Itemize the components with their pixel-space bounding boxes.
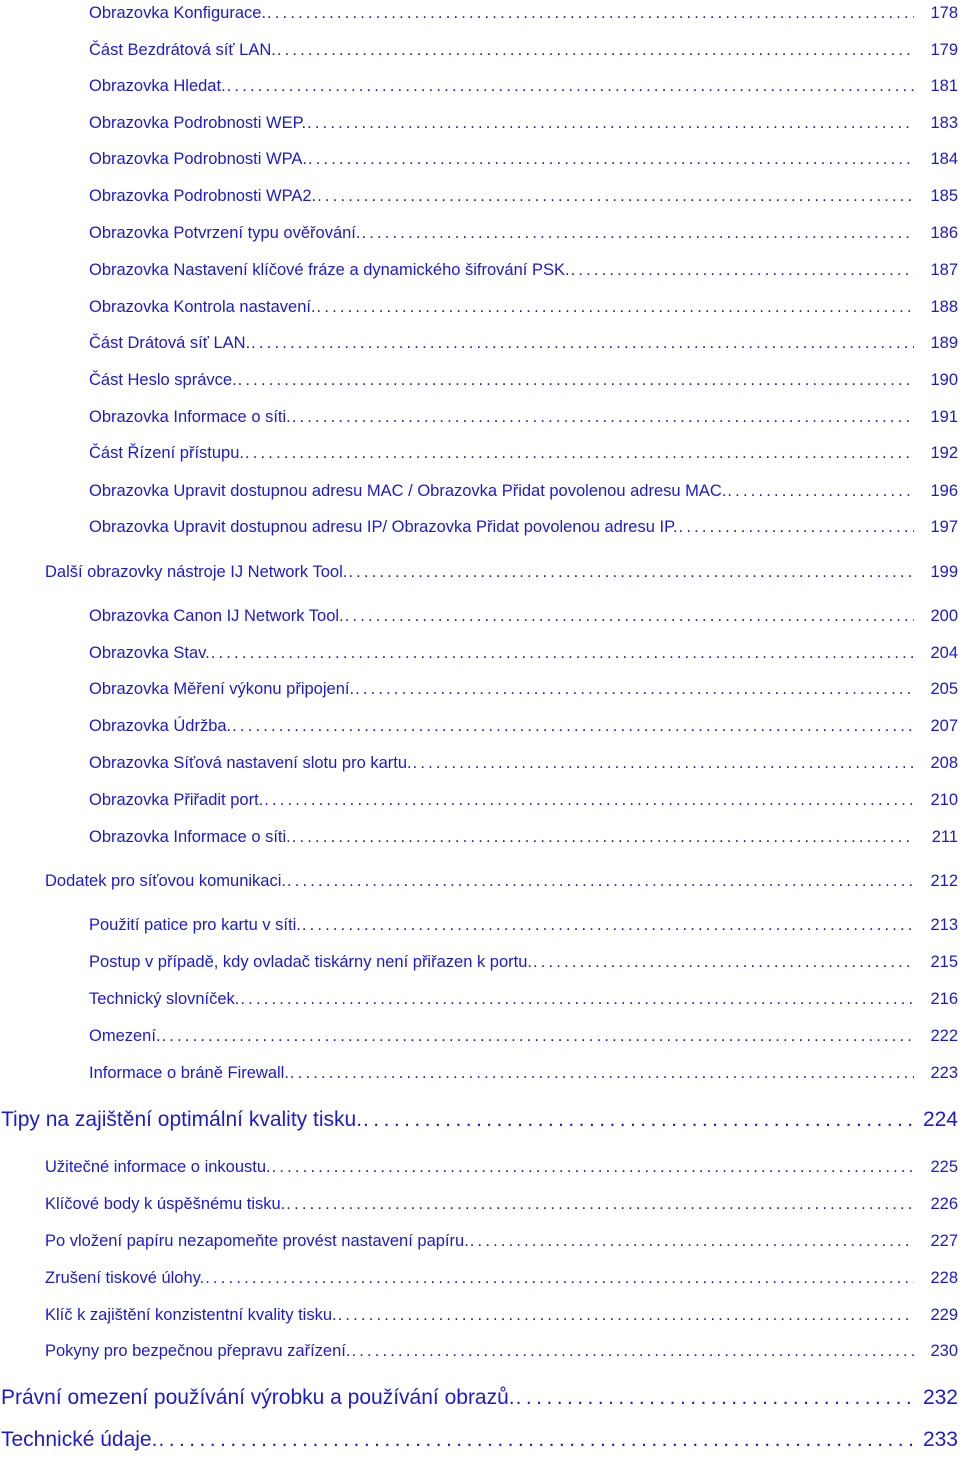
toc-dot-leader <box>267 4 914 23</box>
toc-entry-page-number: 192 <box>930 444 958 462</box>
toc-entry-title: Postup v případě, kdy ovladač tiskárny není přiřazen k portu. <box>89 953 532 971</box>
toc-entry-page-number: 213 <box>930 916 958 934</box>
toc-entry-title: Klíč k zajištění konzistentní kvality tisku. <box>45 1306 337 1324</box>
toc-dot-leader <box>158 1428 914 1452</box>
toc-entry-page-number: 222 <box>930 1027 958 1045</box>
toc-entry-page-number: 228 <box>930 1269 958 1287</box>
toc-entry[interactable] <box>89 1064 960 1083</box>
toc-dot-leader <box>227 77 914 96</box>
toc-dot-leader <box>292 828 914 847</box>
toc-entry-page-number: 232 <box>922 1386 958 1409</box>
toc-entry-page-number: 227 <box>930 1232 958 1250</box>
toc-entry-page-number: 183 <box>930 114 958 132</box>
toc-entry-title: Obrazovka Hledat. <box>89 77 226 95</box>
toc-entry[interactable] <box>1 1428 960 1452</box>
toc-entry-title: Obrazovka Podrobnosti WPA2. <box>89 187 317 205</box>
toc-entry[interactable] <box>89 261 960 280</box>
toc-entry-title: Obrazovka Kontrola nastavení. <box>89 298 316 316</box>
toc-entry-title: Obrazovka Potvrzení typu ověřování. <box>89 224 361 242</box>
toc-entry[interactable] <box>89 1027 960 1046</box>
toc-dot-leader <box>251 334 914 353</box>
toc-entry[interactable] <box>89 187 960 206</box>
toc-entry-page-number: 204 <box>930 644 958 662</box>
toc-dot-leader <box>264 791 914 810</box>
toc-dot-leader <box>470 1232 914 1251</box>
toc-entry[interactable] <box>89 114 960 133</box>
toc-entry-page-number: 205 <box>930 680 958 698</box>
toc-dot-leader <box>317 298 914 317</box>
toc-dot-leader <box>363 1108 914 1132</box>
toc-dot-leader <box>308 150 914 169</box>
toc-entry[interactable] <box>89 791 960 810</box>
toc-entry[interactable] <box>89 482 960 501</box>
toc-entry[interactable] <box>89 953 960 972</box>
toc-entry-page-number: 185 <box>930 187 958 205</box>
toc-entry-page-number: 208 <box>930 754 958 772</box>
toc-entry-title: Technické údaje. <box>1 1428 158 1451</box>
toc-entry-page-number: 233 <box>922 1428 958 1451</box>
toc-entry-page-number: 200 <box>930 607 958 625</box>
toc-entry[interactable] <box>45 1232 960 1251</box>
toc-entry-page-number: 189 <box>930 334 958 352</box>
toc-entry-title: Užitečné informace o inkoustu. <box>45 1158 271 1176</box>
toc-dot-leader <box>355 680 914 699</box>
toc-entry-page-number: 230 <box>930 1342 958 1360</box>
toc-entry-title: Technický slovníček. <box>89 990 240 1008</box>
toc-entry[interactable] <box>89 680 960 699</box>
toc-dot-leader <box>240 990 914 1009</box>
toc-dot-leader <box>292 408 914 427</box>
toc-dot-leader <box>286 1195 914 1214</box>
toc-entry[interactable] <box>45 1158 960 1177</box>
toc-entry-title: Použití patice pro kartu v síti. <box>89 916 301 934</box>
toc-dot-leader <box>290 1064 914 1083</box>
toc-entry-title: Obrazovka Informace o síti. <box>89 408 291 426</box>
toc-dot-leader <box>533 953 914 972</box>
toc-entry[interactable] <box>45 563 960 582</box>
toc-entry-title: Obrazovka Canon IJ Network Tool. <box>89 607 344 625</box>
toc-entry-title: Zrušení tiskové úlohy. <box>45 1269 205 1287</box>
toc-dot-leader <box>245 444 914 463</box>
toc-entry-title: Obrazovka Nastavení klíčové fráze a dynamického šifrování PSK. <box>89 261 570 279</box>
toc-entry-title: Část Heslo správce. <box>89 371 237 389</box>
toc-entry[interactable] <box>89 41 960 60</box>
toc-entry-title: Pokyny pro bezpečnou přepravu zařízení. <box>45 1342 351 1360</box>
toc-entry-title: Informace o bráně Firewall. <box>89 1064 289 1082</box>
toc-entry-page-number: 178 <box>930 4 958 22</box>
toc-entry[interactable] <box>89 408 960 427</box>
toc-dot-leader <box>302 916 914 935</box>
toc-entry[interactable] <box>89 607 960 626</box>
toc-entry[interactable] <box>89 150 960 169</box>
toc-entry-page-number: 186 <box>930 224 958 242</box>
toc-entry-page-number: 212 <box>930 872 958 890</box>
toc-dot-leader <box>317 187 914 206</box>
toc-entry-page-number: 210 <box>930 791 958 809</box>
toc-entry-page-number: 188 <box>930 298 958 316</box>
toc-entry-page-number: 229 <box>930 1306 958 1324</box>
toc-dot-leader <box>277 41 914 60</box>
toc-entry[interactable] <box>1 1386 960 1410</box>
toc-entry-title: Obrazovka Informace o síti. <box>89 828 291 846</box>
toc-entry-page-number: 191 <box>930 408 958 426</box>
toc-dot-leader <box>516 1386 914 1410</box>
toc-entry-page-number: 196 <box>930 482 958 500</box>
toc-dot-leader <box>238 371 914 390</box>
toc-dot-leader <box>727 482 914 501</box>
toc-dot-leader <box>211 644 914 663</box>
toc-entry-title: Obrazovka Podrobnosti WPA. <box>89 150 307 168</box>
toc-entry[interactable] <box>89 518 960 537</box>
toc-entry-title: Omezení. <box>89 1027 161 1045</box>
toc-entry-title: Obrazovka Upravit dostupnou adresu MAC / Obrazovka Přidat povolenou adresu MAC. <box>89 482 727 500</box>
toc-entry-title: Obrazovka Síťová nastavení slotu pro kartu. <box>89 754 412 772</box>
toc-entry[interactable] <box>45 1306 960 1325</box>
toc-entry-page-number: 190 <box>930 371 958 389</box>
toc-entry-page-number: 211 <box>931 828 958 846</box>
toc-entry[interactable] <box>89 4 960 23</box>
toc-entry-page-number: 187 <box>930 261 958 279</box>
toc-dot-leader <box>351 1342 914 1361</box>
toc-dot-leader <box>413 754 914 773</box>
toc-dot-leader <box>205 1269 914 1288</box>
toc-entry-page-number: 184 <box>930 150 958 168</box>
toc-entry[interactable] <box>45 1342 960 1361</box>
toc-entry[interactable] <box>89 334 960 353</box>
toc-entry-title: Obrazovka Přiřadit port. <box>89 791 264 809</box>
toc-entry[interactable] <box>89 77 960 96</box>
toc-entry-page-number: 181 <box>930 77 958 95</box>
toc-dot-leader <box>272 1158 914 1177</box>
toc-dot-leader <box>307 114 914 133</box>
toc-entry[interactable] <box>1 1108 960 1132</box>
toc-dot-leader <box>571 261 914 280</box>
toc-dot-leader <box>679 518 914 537</box>
toc-entry-title: Obrazovka Podrobnosti WEP. <box>89 114 307 132</box>
toc-dot-leader <box>338 1306 914 1325</box>
toc-entry-page-number: 225 <box>930 1158 958 1176</box>
toc-entry-title: Právní omezení používání výrobku a používání obrazů. <box>1 1386 515 1409</box>
toc-entry[interactable] <box>89 916 960 935</box>
toc-entry-page-number: 224 <box>922 1108 958 1131</box>
toc-entry[interactable] <box>45 1195 960 1214</box>
toc-entry[interactable] <box>89 371 960 390</box>
toc-dot-leader <box>348 563 914 582</box>
toc-entry-title: Klíčové body k úspěšnému tisku. <box>45 1195 286 1213</box>
toc-entry[interactable] <box>89 444 960 463</box>
toc-entry-page-number: 216 <box>930 990 958 1008</box>
toc-entry[interactable] <box>89 990 960 1009</box>
toc-entry-title: Část Drátová síť LAN. <box>89 334 251 352</box>
toc-entry[interactable] <box>89 754 960 773</box>
toc-entry-title: Obrazovka Údržba. <box>89 717 232 735</box>
toc-entry[interactable] <box>89 298 960 317</box>
toc-entry-title: Obrazovka Měření výkonu připojení. <box>89 680 355 698</box>
toc-dot-leader <box>287 872 914 891</box>
toc-entry-page-number: 199 <box>930 563 958 581</box>
toc-entry[interactable] <box>89 644 960 663</box>
toc-entry-page-number: 226 <box>930 1195 958 1213</box>
toc-entry-page-number: 179 <box>930 41 958 59</box>
toc-entry-page-number: 215 <box>930 953 958 971</box>
toc-entry-title: Část Bezdrátová síť LAN. <box>89 41 276 59</box>
toc-entry-title: Obrazovka Stav. <box>89 644 210 662</box>
toc-entry-title: Obrazovka Upravit dostupnou adresu IP/ Obrazovka Přidat povolenou adresu IP. <box>89 518 678 536</box>
toc-entry-page-number: 207 <box>930 717 958 735</box>
toc-entry-title: Obrazovka Konfigurace. <box>89 4 267 22</box>
toc-dot-leader <box>345 607 914 626</box>
toc-entry[interactable] <box>45 1269 960 1288</box>
toc-entry-title: Po vložení papíru nezapomeňte provést nastavení papíru. <box>45 1232 469 1250</box>
toc-dot-leader <box>232 717 914 736</box>
toc-entry-page-number: 197 <box>930 518 958 536</box>
toc-entry[interactable] <box>89 717 960 736</box>
toc-entry[interactable] <box>89 224 960 243</box>
toc-entry-title: Část Řízení přístupu. <box>89 444 244 462</box>
toc-dot-leader <box>361 224 914 243</box>
toc-entry[interactable] <box>45 872 960 891</box>
toc-dot-leader <box>162 1027 914 1046</box>
toc-entry[interactable] <box>89 828 960 847</box>
toc-entry-page-number: 223 <box>930 1064 958 1082</box>
toc-entry-title: Dodatek pro síťovou komunikaci. <box>45 872 286 890</box>
toc-entry-title: Další obrazovky nástroje IJ Network Tool. <box>45 563 348 581</box>
toc-entry-title: Tipy na zajištění optimální kvality tisku. <box>1 1108 363 1131</box>
